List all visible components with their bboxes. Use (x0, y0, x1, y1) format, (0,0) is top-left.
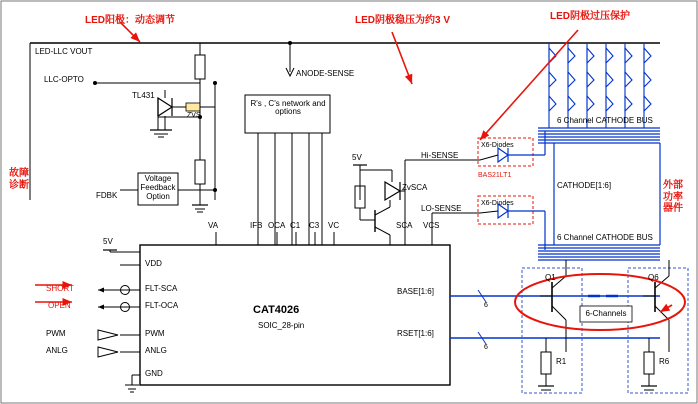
bus-width-base-label: 6 (484, 302, 488, 309)
net-anode-sense-label: ANODE-SENSE (296, 69, 355, 78)
pin-oca-label: OCA (268, 221, 286, 230)
voltage-feedback-option-label: Voltage Feedback Option (140, 174, 176, 202)
bas21lt1-label: BAS21LT1 (478, 172, 512, 179)
pin-vcs-label: VCS (423, 221, 440, 230)
tl431-label: TL431 (132, 91, 155, 100)
rset-bus-label: RSET[1:6] (397, 329, 434, 338)
q6-label: Q6 (648, 273, 659, 282)
net-vout-label: LED-LLC VOUT (35, 47, 93, 56)
annotation-top-right: LED阴极过压保护 (550, 11, 630, 22)
v5-mid-label: 5V (352, 153, 362, 162)
pin-flt-oca-label: FLT-OCA (145, 301, 179, 310)
signal-short-label: SHORT (46, 284, 74, 293)
signal-pwm-label: PWM (46, 329, 66, 338)
cathode-bus-bottom-label: 6 Channel CATHODE BUS (557, 233, 653, 242)
pin-gnd-label: GND (145, 369, 163, 378)
zvsca-label: ZvSCA (402, 183, 428, 192)
v5-left-label: 5V (103, 237, 113, 246)
pin-c1-label: C1 (290, 221, 301, 230)
hi-sense-label: Hi-SENSE (421, 151, 459, 160)
q1-label: Q1 (545, 273, 556, 282)
cathode-bracket-label: CATHODE[1:6] (557, 181, 612, 190)
pin-flt-sca-label: FLT-SCA (145, 284, 178, 293)
pin-vc-label: VC (328, 221, 340, 230)
pin-pwm-label: PWM (145, 329, 165, 338)
x6-diodes-bottom-label: X6-Diodes (481, 200, 514, 207)
r6-label: R6 (659, 357, 670, 366)
pin-ifb-label: IFB (250, 221, 263, 230)
signal-open-label: OPEN (48, 301, 71, 310)
chip-name-label: CAT4026 (253, 304, 300, 316)
cathode-bus-top-label: 6 Channel CATHODE BUS (557, 116, 653, 125)
fdbk-label: FDBK (96, 191, 118, 200)
lo-sense-label: LO-SENSE (421, 204, 462, 213)
pin-c3-label: C3 (309, 221, 320, 230)
pin-anlg-label: ANLG (145, 346, 167, 355)
annotation-right-side: 外部功率器件 (663, 180, 683, 214)
annotation-top-left: LED阳极：动态调节 (85, 15, 175, 26)
chip-package-label: SOIC_28-pin (258, 321, 305, 330)
x6-diodes-top-label: X6-Diodes (481, 142, 514, 149)
six-channels-label: 6-Channels (585, 309, 627, 318)
net-llc-opto-label: LLC-OPTO (44, 75, 84, 84)
annotation-left-side: 故障诊断 (9, 168, 29, 191)
bus-width-rset-label: 6 (484, 344, 488, 351)
r1-label: R1 (556, 357, 567, 366)
base-bus-label: BASE[1:6] (397, 287, 434, 296)
pin-sca-label: SCA (396, 221, 413, 230)
zvs-label: ZVS (187, 112, 201, 119)
rc-network-label: R's , C's network and options (250, 99, 326, 117)
annotation-top-mid: LED阴极稳压为约3 V (355, 15, 451, 26)
signal-anlg-label: ANLG (46, 346, 68, 355)
pin-va-label: VA (208, 221, 219, 230)
pin-vdd-label: VDD (145, 259, 162, 268)
